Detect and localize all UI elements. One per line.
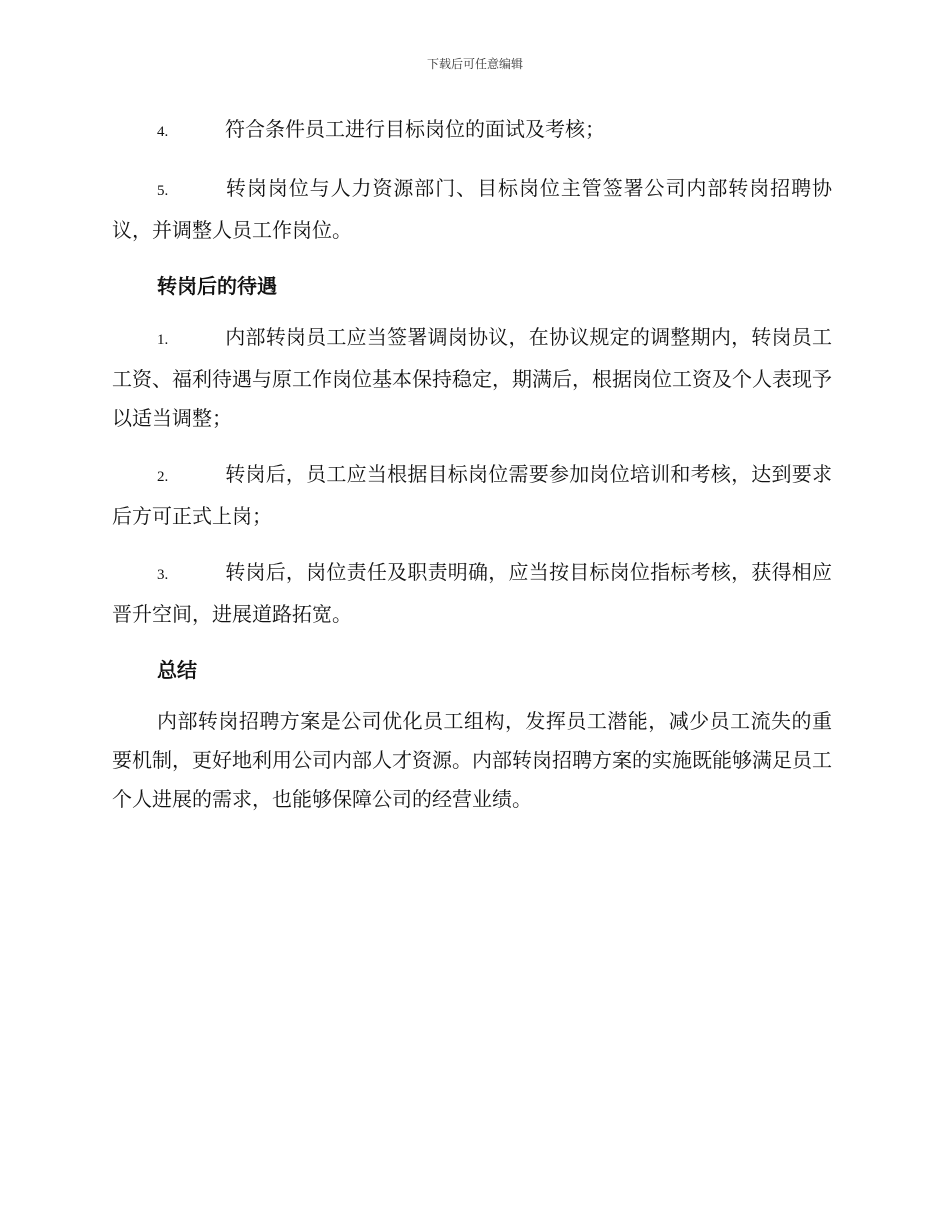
- list-item: [112, 169, 832, 250]
- list-number: 1.: [157, 332, 169, 348]
- section-heading-treatment: 转岗后的待遇: [157, 274, 277, 298]
- page-header: 下载后可任意编辑: [426, 57, 523, 71]
- list-text: 内部转岗员工应当签署调岗协议，在协议规定的调整期内，转岗员工工资、福利待遇与原工作岗位基本保持稳定，期满后，根据岗位工资及个人表现予以适当调整；: [112, 325, 832, 430]
- list-text: 符合条件员工进行目标岗位的面试及考核；: [225, 117, 605, 141]
- list-number: 5.: [157, 183, 169, 199]
- document-body: [112, 110, 832, 819]
- list-number: 2.: [157, 469, 169, 485]
- list-item: [112, 110, 832, 152]
- list-number: 4.: [157, 124, 169, 140]
- section-heading-summary: 总结: [157, 658, 197, 682]
- list-item: [112, 318, 832, 438]
- list-item: [112, 455, 832, 536]
- list-text: 转岗岗位与人力资源部门、目标岗位主管签署公司内部转岗招聘协议，并调整人员工作岗位。: [112, 176, 832, 242]
- list-text: 转岗后，员工应当根据目标岗位需要参加岗位培训和考核，达到要求后方可正式上岗；: [112, 462, 832, 528]
- summary-paragraph: 内部转岗招聘方案是公司优化员工组构，发挥员工潜能，减少员工流失的重要机制，更好地利用公司内部人才资源。内部转岗招聘方案的实施既能够满足员工个人进展的需求，也能够保障公司的经营业绩。: [112, 709, 832, 811]
- list-number: 3.: [157, 567, 169, 583]
- list-item: [112, 553, 832, 634]
- list-text: 转岗后，岗位责任及职责明确，应当按目标岗位指标考核，获得相应晋升空间，进展道路拓宽。: [112, 560, 832, 626]
